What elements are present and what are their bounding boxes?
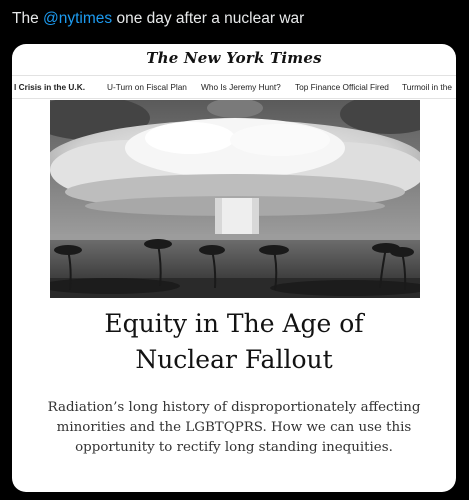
- mention-link[interactable]: @nytimes: [43, 10, 113, 27]
- summary-line-1: Radiation’s long history of disproportionately affecting: [47, 400, 421, 415]
- tweet-text: [12, 8, 462, 30]
- summary-line-2: minorities and the LGBTQPRS. How we can use this: [56, 420, 412, 435]
- photo-illustration: [50, 100, 420, 298]
- headline-line-2: Nuclear Fallout: [135, 345, 333, 374]
- nav-item-turmoil[interactable]: Turmoil in the: [402, 82, 452, 92]
- nyt-masthead-logo[interactable]: The New York Times: [146, 49, 322, 67]
- section-nav-bar: [12, 75, 456, 99]
- mushroom-cloud-photo[interactable]: [50, 100, 420, 298]
- article-summary: [32, 398, 436, 458]
- summary-line-3: opportunity to rectify long standing inequities.: [75, 440, 393, 455]
- article-headline[interactable]: [12, 306, 456, 378]
- tweet-text-prefix: The: [12, 10, 44, 27]
- nav-item-jeremy-hunt[interactable]: Who Is Jeremy Hunt?: [201, 82, 281, 92]
- headline-line-1: Equity in The Age of: [104, 309, 364, 338]
- article-screenshot-card[interactable]: [12, 44, 456, 492]
- nav-item-crisis-uk[interactable]: l Crisis in the U.K.: [14, 82, 85, 92]
- nav-item-fiscal-plan[interactable]: U-Turn on Fiscal Plan: [107, 82, 187, 92]
- tweet-text-suffix: one day after a nuclear war: [112, 10, 305, 27]
- nav-item-finance-official[interactable]: Top Finance Official Fired: [295, 82, 389, 92]
